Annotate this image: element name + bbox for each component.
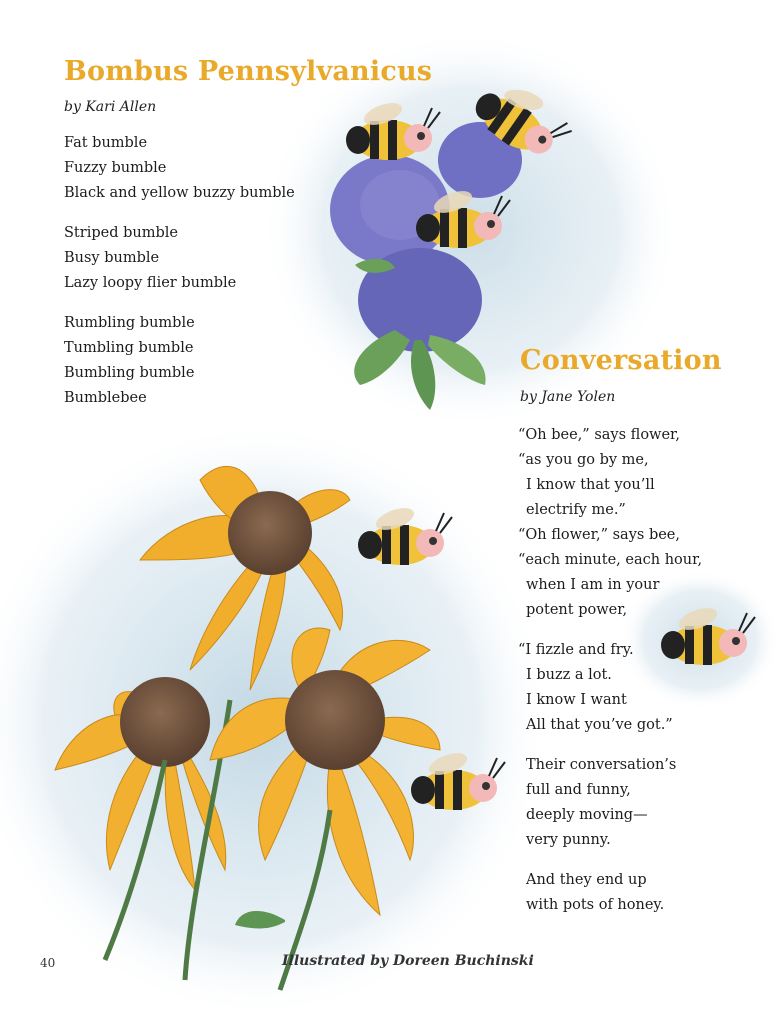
poem-line: And they end up — [526, 872, 647, 888]
page-number: 40 — [40, 956, 56, 970]
poem-line: Their conversation’s — [526, 757, 677, 773]
poem-line: electrify me.” — [526, 502, 626, 518]
poem-line: “Oh flower,” says bee, — [518, 527, 680, 543]
poem-line: All that you’ve got.” — [526, 717, 673, 733]
illustrator-credit: Illustrated by Doreen Buchinski — [282, 953, 534, 969]
poem-line: Busy bumble — [64, 250, 160, 266]
poem-body-conversation — [518, 423, 702, 933]
stanza — [518, 753, 702, 853]
stanza — [64, 221, 295, 296]
poem-line: full and funny, — [526, 782, 631, 798]
stanza — [518, 423, 702, 623]
poem-line: deeply moving— — [526, 807, 648, 823]
poem-line: when I am in your — [526, 577, 660, 593]
poem-line: “Oh bee,” says flower, — [518, 427, 680, 443]
poem-byline-bombus: by Kari Allen — [64, 99, 157, 115]
stanza — [518, 868, 702, 918]
poem-line: Bumblebee — [64, 390, 147, 406]
poem-title-bombus: Bombus Pennsylvanicus — [64, 56, 433, 87]
stanza — [518, 638, 702, 738]
poem-byline-conversation: by Jane Yolen — [520, 389, 616, 405]
poem-title-conversation: Conversation — [520, 345, 722, 376]
poem-line: “each minute, each hour, — [518, 552, 703, 568]
poem-line: Lazy loopy flier bumble — [64, 275, 237, 291]
stanza — [64, 311, 295, 411]
poem-line: I know that you’ll — [526, 477, 655, 493]
poem-line: Striped bumble — [64, 225, 178, 241]
poem-line: Fuzzy bumble — [64, 160, 167, 176]
poem-line: “as you go by me, — [518, 452, 649, 468]
poem-line: I know I want — [526, 692, 627, 708]
poem-line: “I fizzle and fry. — [518, 642, 634, 658]
poem-line: I buzz a lot. — [526, 667, 612, 683]
poem-line: Fat bumble — [64, 135, 148, 151]
poem-line: Rumbling bumble — [64, 315, 195, 331]
poem-line: potent power, — [526, 602, 628, 618]
poem-line: with pots of honey. — [526, 897, 665, 913]
poem-body-bombus — [64, 131, 295, 426]
stanza — [64, 131, 295, 206]
poem-line: Bumbling bumble — [64, 365, 195, 381]
poem-line: very punny. — [526, 832, 611, 848]
poem-line: Tumbling bumble — [64, 340, 194, 356]
poem-line: Black and yellow buzzy bumble — [64, 185, 295, 201]
